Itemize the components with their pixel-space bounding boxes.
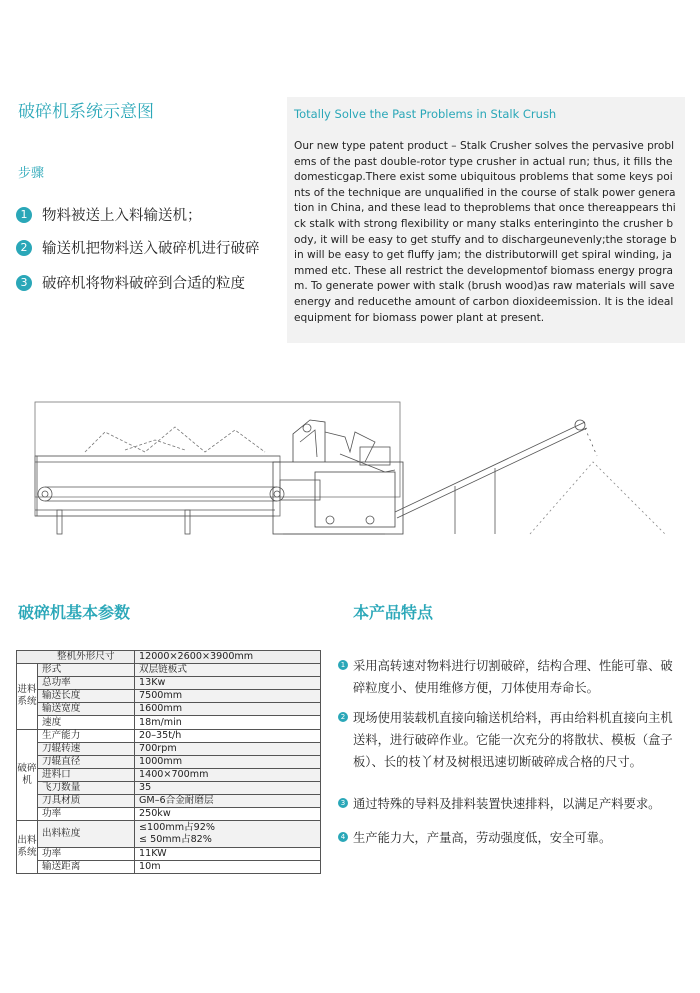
feature-number-2: 2 (338, 712, 348, 722)
table-cell-value: 18m/min (135, 716, 321, 729)
table-cell-value: 12000×2600×3900mm (135, 651, 321, 664)
table-cell-value: 13Kw (135, 677, 321, 690)
group-label-crusher: 破碎机 (17, 729, 38, 821)
step-text-2: 输送机把物料送入破碎机进行破碎 (42, 241, 260, 257)
feature-item-2 (338, 707, 678, 773)
feature-text-4: 生产能力大，产量高，劳动强度低，安全可靠。 (353, 831, 612, 845)
table-row (17, 716, 321, 729)
section-title-params: 破碎机基本参数 (18, 603, 131, 622)
table-row (17, 795, 321, 808)
table-cell-label: 整机外形尺寸 (17, 651, 135, 664)
feature-item-3 (338, 793, 678, 815)
step-3 (16, 272, 245, 293)
section-title-system-diagram: 破碎机系统示意图 (18, 102, 154, 122)
table-cell-label: 刀辊转速 (38, 742, 135, 755)
group-label-discharge: 出料系统 (17, 821, 38, 874)
table-cell-label: 刀辊直径 (38, 755, 135, 768)
feature-number-1: 1 (338, 660, 348, 670)
table-cell-label: 输送宽度 (38, 703, 135, 716)
table-cell-value: 1600mm (135, 703, 321, 716)
table-cell-value: GM–6合金耐磨层 (135, 795, 321, 808)
table-cell-value-line-1: ≤100mm占92% (139, 822, 215, 834)
table-cell-value: 11KW (135, 848, 321, 861)
english-body: Our new type patent product – Stalk Crusher solves the pervasive problems of the past double-rotor type crusher in actual run; thus, it fills the domesticgap.There exist some ubiquitous problems that some keys points of the technique are unqualified in the course of stalk power generation in China, and these lead to theproblems that once thereappears thick stalk with strong flexibility or many stalks enteringinto the crusher body, it will be easy to get stuffy and to dischargeunevenly;the storage bin will be easy to get fluffy jam; the distributorwill get spiral winding, jammed etc. These all restrict the developmentof biomass energy program. To generate power with stalk (brush wood)as raw materials will save energy and reducethe amount of carbon dioxideemission. It is the ideal equipment for biomass power plant at present. (294, 140, 677, 324)
feature-text-3: 通过特殊的导料及排料装置快速排料，以满足产料要求。 (353, 797, 661, 811)
table-cell-label: 进料口 (38, 768, 135, 781)
step-number-2: 2 (16, 240, 32, 256)
feature-text-2: 现场使用装载机直接向输送机给料，再由给料机直接向主机送料，进行破碎作业。它能一次充分的将散状、模板（盒子板）、长的枝丫材及树根迅速切断破碎成合格的尺寸。 (353, 711, 673, 769)
table-row (17, 729, 321, 742)
group-label-feeding: 进料系统 (17, 664, 38, 729)
table-cell-value: 1400×700mm (135, 768, 321, 781)
english-title: Totally Solve the Past Problems in Stalk Crush (294, 107, 557, 121)
feature-item-1 (338, 655, 678, 699)
feature-text-1: 采用高转速对物料进行切割破碎，结构合理、性能可靠、破碎粒度小、使用维修方便，刀体使用寿命长。 (353, 659, 673, 695)
table-cell-label: 功率 (38, 808, 135, 821)
table-row (17, 742, 321, 755)
table-cell-label: 速度 (38, 716, 135, 729)
table-cell-value: 1000mm (135, 755, 321, 768)
step-number-3: 3 (16, 275, 32, 291)
table-cell-value: 700rpm (135, 742, 321, 755)
table-row (17, 848, 321, 861)
table-row (17, 651, 321, 664)
table-row (17, 808, 321, 821)
step-1 (16, 204, 202, 225)
table-cell-value: 35 (135, 781, 321, 794)
step-text-3: 破碎机将物料破碎到合适的粒度 (42, 276, 245, 292)
table-row (17, 664, 321, 677)
table-row (17, 703, 321, 716)
table-cell-label: 总功率 (38, 677, 135, 690)
table-cell-value: 10m (135, 861, 321, 874)
table-cell-label: 出料粒度 (38, 821, 135, 848)
table-cell-label: 飞刀数量 (38, 781, 135, 794)
step-number-1: 1 (16, 207, 32, 223)
table-cell-label: 输送长度 (38, 690, 135, 703)
feature-number-4: 4 (338, 832, 348, 842)
feature-item-4 (338, 827, 678, 849)
crusher-system-schematic (25, 392, 690, 542)
table-cell-value-line-2: ≤ 50mm占82% (139, 834, 212, 846)
table-cell-label: 刀具材质 (38, 795, 135, 808)
step-text-1: 物料被送上入料输送机； (42, 208, 202, 224)
table-cell-value (135, 821, 321, 848)
table-row (17, 755, 321, 768)
steps-label: 步骤 (18, 166, 45, 181)
table-cell-value: 20–35t/h (135, 729, 321, 742)
table-cell-value: 双层链板式 (135, 664, 321, 677)
table-cell-value: 7500mm (135, 690, 321, 703)
table-row (17, 677, 321, 690)
table-cell-label: 生产能力 (38, 729, 135, 742)
table-row (17, 781, 321, 794)
feature-number-3: 3 (338, 798, 348, 808)
table-cell-value: 250kw (135, 808, 321, 821)
table-cell-label: 功率 (38, 848, 135, 861)
table-cell-label: 输送距离 (38, 861, 135, 874)
table-row (17, 690, 321, 703)
table-cell-label: 形式 (38, 664, 135, 677)
step-2 (16, 237, 260, 258)
table-row (17, 821, 321, 848)
section-title-features: 本产品特点 (353, 603, 434, 622)
table-row (17, 768, 321, 781)
params-table (16, 650, 321, 874)
table-row (17, 861, 321, 874)
